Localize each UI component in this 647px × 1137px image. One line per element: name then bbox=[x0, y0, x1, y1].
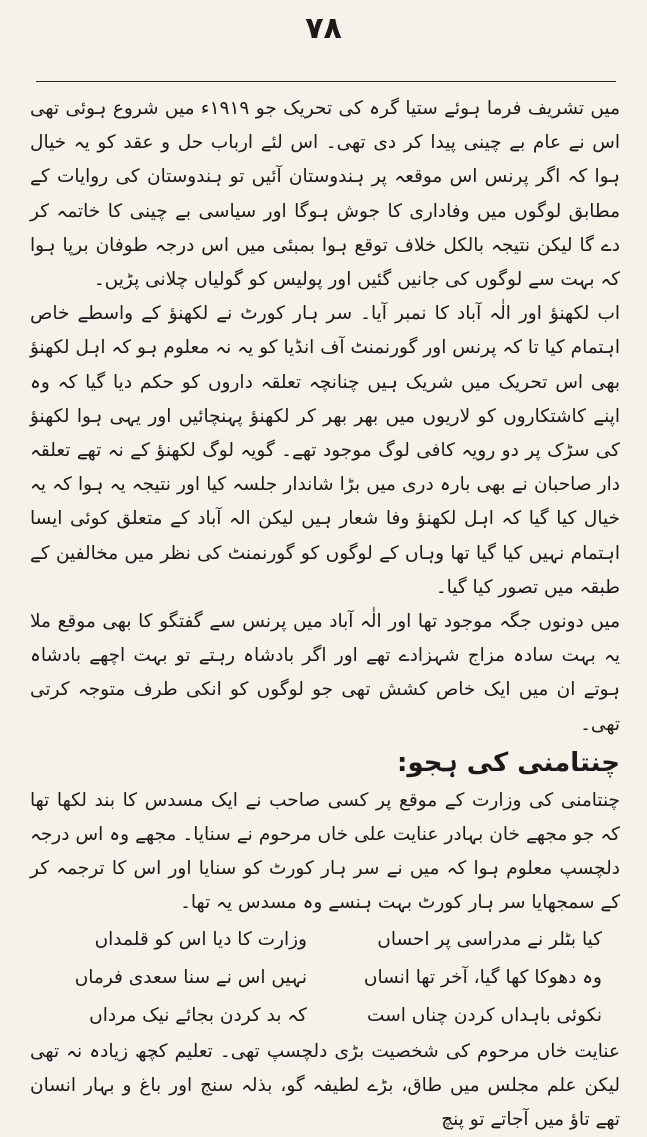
paragraph-last: عنایت خاں مرحوم کی شخصیت بڑی دلچسپ تھی۔ تعلیم کچھ زیادہ نہ تھی لیکن علم مجلس میں طاق، بڑے لطیفہ گو، بذلہ سنج اور باغ و بہار انسان تھے تاؤ میں آجاتے تو پنچ bbox=[30, 1040, 620, 1131]
paragraph-2: اب لکھنؤ اور الٰہ آباد کا نمبر آیا۔ سر ہار کورٹ نے لکھنؤ کے واسطے خاص اہتمام کیا تا کہ پرنس اور گورنمنٹ آف انڈیا کو یہ نہ معلوم ہو کہ اہل لکھنؤ بھی اس تحریک میں شریک ہیں چنانچہ تعلقہ داروں کو حکم دیا گیا کہ وہ اپنے کاشتکاروں کو لاریوں میں بھر بھر کر لکھنؤ پہنچائیں اور یہی ہوا لکھنؤ کی سڑک پر دو رویہ کافی لوگ موجود تھے۔ گویہ لوگ لکھنؤ کے نہ تھے تعلقہ دار صاحبان نے بھی بارہ دری میں بڑا شاندار جلسہ کیا اور نتیجہ یہ ہوا کہ یہ خیال کیا گیا کہ اہل لکھنؤ وفا شعار ہیں لیکن الہ آباد کے متعلق کوئی ایسا اہتمام نہیں کیا گیا تھا وہاں کے لوگوں کو گورنمنٹ کی نظر میں مخالفین کے طبقہ میں تصور کیا گیا۔ bbox=[30, 303, 620, 598]
paragraph-intro: چنتامنی کی وزارت کے موقع پر کسی صاحب نے ایک مسدس کا بند لکھا تھا کہ جو مجھے خان بہادر عنایت علی خاں مرحوم نے سنایا۔ مجھے وہ اس درجہ دلچسپ معلوم ہوا کہ میں نے سر ہار کورٹ کو سنایا اور اس کا ترجمہ کر کے سمجھایا سر ہار کورٹ بہت ہنسے وہ مسدس یہ تھا۔ bbox=[30, 789, 620, 914]
verse-line: کہ بد کردن بجائے نیک مرداں bbox=[89, 1004, 307, 1026]
verse-line: نکوئی باہداں کردن چناں است bbox=[367, 1004, 602, 1026]
verse-line: کیا بٹلر نے مدراسی پر احساں bbox=[377, 928, 602, 950]
verse-line: نہیں اس نے سنا سعدی فرماں bbox=[74, 966, 307, 988]
verse-line: وہ دھوکا کھا گیا، آخر تھا انساں bbox=[363, 966, 602, 988]
verse-block bbox=[30, 921, 620, 1035]
page-number: ۷۸ bbox=[305, 11, 342, 46]
paragraph-3: میں دونوں جگہ موجود تھا اور الٰہ آباد میں پرنس سے گفتگو کا بھی موقع ملا یہ بہت سادہ مزاج شہزادے تھے اور اگر بادشاہ رہتے تو بہت اچھے بادشاہ ہوتے ان میں ایک خاص کشش تھی جو لوگوں کو انکی طرف متوجہ کرتی تھی۔ bbox=[30, 611, 620, 735]
section-heading: چنتامنی کی ہجو: bbox=[397, 747, 620, 778]
verse-row bbox=[30, 959, 620, 997]
page-body bbox=[30, 92, 620, 1137]
header-rule bbox=[36, 81, 616, 82]
verse-row bbox=[30, 997, 620, 1035]
verse-line: وزارت کا دیا اس کو قلمداں bbox=[94, 928, 307, 950]
verse-row bbox=[30, 921, 620, 959]
paragraph-1: میں تشریف فرما ہوئے ستیا گرہ کی تحریک جو ۱۹۱۹ء میں شروع ہوئی تھی اس نے عام بے چینی پیدا کر دی تھی۔ اس لئے ارباب حل و عقد کو یہ خیال ہوا کہ اگر پرنس اس موقعہ پر ہندوستان آئیں تو ہندوستان کی روایات کے مطابق لوگوں میں وفاداری کا جوش ہوگا اور سیاسی بے چینی کا خاتمہ کر دے گا لیکن نتیجہ بالکل خلاف توقع ہوا بمبئی میں اس درجہ طوفان برپا ہوا کہ بہت سے لوگوں کی جانیں گئیں اور پولیس کو گولیاں چلانی پڑیں۔ bbox=[30, 98, 620, 291]
